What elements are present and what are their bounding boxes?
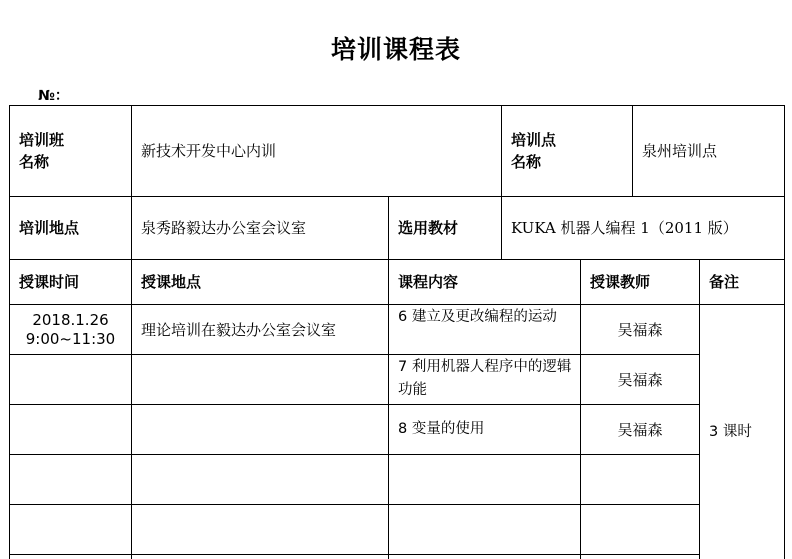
row-5-place bbox=[132, 505, 389, 555]
header-remark: 备注 bbox=[700, 260, 785, 305]
row-6-content bbox=[389, 555, 581, 559]
row-4-time bbox=[10, 455, 132, 505]
remark-value: 3 课时 bbox=[700, 305, 785, 559]
row-1-time: 2018.1.26 9:00~11:30 bbox=[10, 305, 132, 355]
row-4-place bbox=[132, 455, 389, 505]
row-6-place bbox=[132, 555, 389, 559]
row-5-content bbox=[389, 505, 581, 555]
site-name-value: 泉州培训点 bbox=[633, 106, 785, 197]
row-1-place: 理论培训在毅达办公室会议室 bbox=[132, 305, 389, 355]
row-3-time bbox=[10, 405, 132, 455]
header-time: 授课时间 bbox=[10, 260, 132, 305]
row-2-content: 7 利用机器人程序中的逻辑功能 bbox=[389, 355, 581, 405]
row-3-content: 8 变量的使用 bbox=[389, 405, 581, 455]
row-4-teacher bbox=[581, 455, 700, 505]
row-1-content: 6 建立及更改编程的运动 bbox=[389, 305, 581, 355]
page-title: 培训课程表 bbox=[330, 35, 461, 64]
location-value: 泉秀路毅达办公室会议室 bbox=[132, 197, 389, 260]
row-4-content bbox=[389, 455, 581, 505]
textbook-value: KUKA 机器人编程 1（2011 版） bbox=[502, 197, 785, 260]
row-2-place bbox=[132, 355, 389, 405]
row-3-place bbox=[132, 405, 389, 455]
row-6-teacher bbox=[581, 555, 700, 559]
row-1-teacher: 吴福森 bbox=[581, 305, 700, 355]
row-6-time bbox=[10, 555, 132, 559]
row-2-time bbox=[10, 355, 132, 405]
row-5-teacher bbox=[581, 505, 700, 555]
location-label: 培训地点 bbox=[10, 197, 132, 260]
row-5-time bbox=[10, 505, 132, 555]
site-name-label: 培训点 名称 bbox=[502, 106, 633, 197]
number-label: №： bbox=[38, 88, 69, 104]
class-name-label: 培训班 名称 bbox=[10, 106, 132, 197]
header-place: 授课地点 bbox=[132, 260, 389, 305]
row-2-teacher: 吴福森 bbox=[581, 355, 700, 405]
header-content: 课程内容 bbox=[389, 260, 581, 305]
row-3-teacher: 吴福森 bbox=[581, 405, 700, 455]
header-teacher: 授课教师 bbox=[581, 260, 700, 305]
textbook-label: 选用教材 bbox=[389, 197, 502, 260]
class-name-value: 新技术开发中心内训 bbox=[132, 106, 502, 197]
